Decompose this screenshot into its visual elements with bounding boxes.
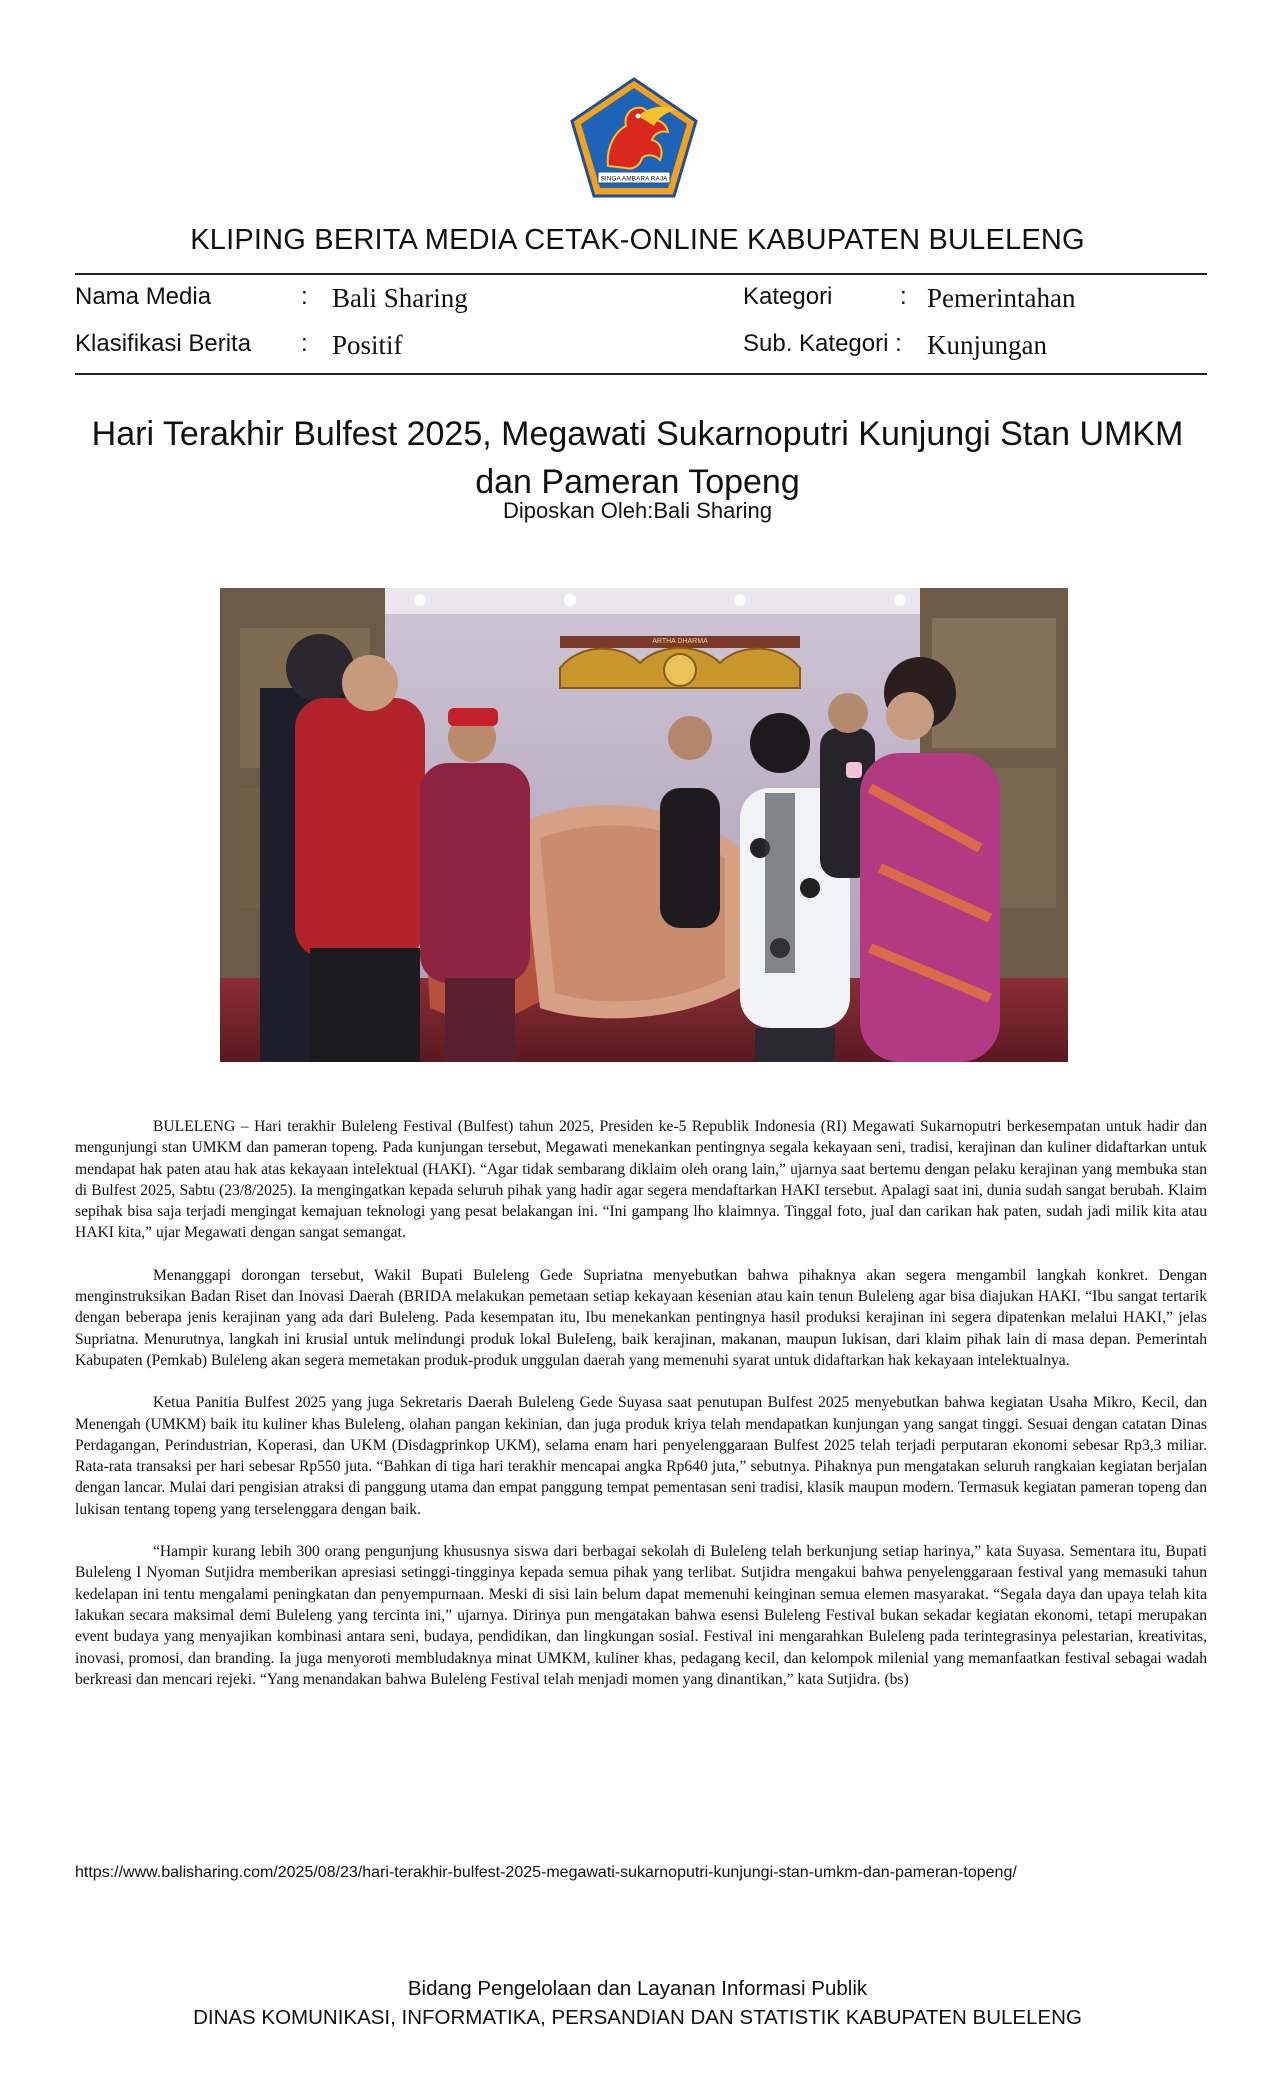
regency-logo <box>568 76 700 199</box>
photo-shop-sign: ARTHA DHARMA <box>652 638 708 645</box>
kategori-label: Kategori <box>743 283 833 310</box>
article-body <box>75 1116 1207 1711</box>
header-rule-top <box>75 273 1207 275</box>
sub-kategori-label: Sub. Kategori : <box>743 330 902 357</box>
header-rule-bottom <box>75 373 1207 375</box>
article-title-line1: Hari Terakhir Bulfest 2025, Megawati Sukarnoputri Kunjungi Stan UMKM <box>91 415 1184 453</box>
article-paragraph: BULELENG – Hari terakhir Buleleng Festival (Bulfest) tahun 2025, Presiden ke-5 Republik Indonesia (RI) Megawati Sukarnoputri berkesempatan untuk hadir dan mengunjungi stan UMKM dan pameran topeng. Pada kunjungan tersebut, Megawati menekankan pentingnya segala kekayaan seni, tradisi, kerajinan dan kuliner didaftarkan untuk mendapat hak paten atau hak atas kekayaan intelektual (HAKI). “Agar tidak sembarang diklaim oleh orang lain,” ujarnya saat bertemu dengan pelaku kerajinan yang membuka stan di Bulfest 2025, Sabtu (23/8/2025). Ia mengingatkan kepada seluruh pihak yang hadir agar segera mendaftarkan HAKI tersebut. Apalagi saat ini, dunia sudah sangat berubah. Klaim sepihak bisa saja terjadi mengingat kemajuan teknologi yang pesat belakangan ini. “Ini gampang lho klaimnya. Tinggal foto, jual dan carikan hak paten, sudah jadi milik kita atau HAKI kita,” ujar Megawati dengan sangat semangat. <box>75 1118 1207 1242</box>
nama-media-colon: : <box>301 283 308 310</box>
document-header-title: KLIPING BERITA MEDIA CETAK-ONLINE KABUPATEN BULELENG <box>190 224 1085 256</box>
article-title-line2: dan Pameran Topeng <box>475 463 800 501</box>
posted-by: Diposkan Oleh:Bali Sharing <box>502 498 773 523</box>
logo-motto: SINGA AMBARA RAJA <box>600 175 668 183</box>
footer-division: Bidang Pengelolaan dan Layanan Informasi Publik <box>407 1977 868 2000</box>
klasifikasi-label: Klasifikasi Berita <box>75 330 252 357</box>
footer-agency: DINAS KOMUNIKASI, INFORMATIKA, PERSANDIAN DAN STATISTIK KABUPATEN BULELENG <box>193 2006 1082 2029</box>
nama-media-label: Nama Media <box>75 283 212 310</box>
kategori-value: Pemerintahan <box>927 283 1076 313</box>
nama-media-value: Bali Sharing <box>332 283 468 313</box>
article-paragraph: Menanggapi dorongan tersebut, Wakil Bupati Buleleng Gede Supriatna menyebutkan bahwa pihaknya akan segera mengambil langkah konkret. Dengan menginstruksikan Badan Riset dan Inovasi Daerah (BRIDA melakukan pemetaan setiap kekayaan kesenian atau kain tenun Buleleng agar bisa diajukan HAKI. “Ibu sangat tertarik dengan beberapa jenis kerajinan yang ada dari Buleleng. Pada kesempatan itu, Ibu menekankan pentingnya hasil produksi kerajinan ini segera dipatenkan melalui HAKI,” jelas Supriatna. Menurutnya, langkah ini krusial untuk melindungi produk lokal Buleleng, baik kerajinan, makanan, maupun lukisan, dari klaim pihak lain di masa depan. Pemerintah Kabupaten (Pemkab) Buleleng akan segera memetakan produk-produk unggulan daerah yang memenuhi syarat untuk didaftarkan hak kekayaan intelektualnya. <box>75 1266 1207 1369</box>
source-url[interactable]: https://www.balisharing.com/2025/08/23/hari-terakhir-bulfest-2025-megawati-sukarnoputri-kunjungi-stan-umkm-dan-pameran-topeng/ <box>75 1864 1017 1881</box>
article-title <box>40 410 1235 506</box>
article-paragraph: Ketua Panitia Bulfest 2025 yang juga Sekretaris Daerah Buleleng Gede Suyasa saat penutupan Bulfest 2025 menyebutkan bahwa kegiatan Usaha Mikro, Kecil, dan Menengah (UMKM) baik itu kuliner khas Buleleng, olahan pangan kekinian, dan juga produk kriya telah mendapatkan kunjungan yang sangat tinggi. Sesuai dengan catatan Dinas Perdagangan, Perindustrian, Koperasi, dan UKM (Disdagprinkop UKM), selama enam hari penyelenggaraan Bulfest 2025 telah terjadi perputaran ekonomi sebesar Rp3,3 miliar. Rata-rata transaksi per hari sebesar Rp550 juta. “Bahkan di tiga hari terakhir mencapai angka Rp640 juta,” sebutnya. Pihaknya pun mengatakan seluruh rangkaian kegiatan berjalan dengan lancar. Mulai dari pengisian atraksi di panggung utama dan empat panggung tempat pementasan seni tradisi, klasik maupun modern. Termasuk kegiatan pameran topeng dan lukisan tentang topeng yang terselenggara dengan baik. <box>75 1394 1207 1518</box>
news-photo <box>220 588 1068 1062</box>
sub-kategori-value: Kunjungan <box>927 330 1047 360</box>
article-paragraph: “Hampir kurang lebih 300 orang pengunjung khususnya siswa dari berbagai sekolah di Buleleng telah berkunjung setiap harinya,” kata Suyasa. Sementara itu, Bupati Buleleng I Nyoman Sutjidra memberikan apresiasi setinggi-tingginya kepada semua pihak yang terlibat. Sutjidra mengakui bahwa penyelenggaraan festival yang memasuki tahun kedelapan ini tentu mengalami peningkatan dan penyempurnaan. Meski di sisi lain belum dapat memenuhi keinginan semua elemen masyarakat. “Segala daya dan upaya telah kita lakukan secara maksimal demi Buleleng yang tercinta ini,” ujarnya. Dirinya pun mengatakan bahwa esensi Buleleng Festival bukan sekadar kegiatan ekonomi, tetapi merupakan event budaya yang menyajikan kombinasi antara seni, budaya, pendidikan, dan lingkungan sosial. Festival ini mengarahkan Buleleng pada terintegrasinya pelestarian, kreativitas, inovasi, promosi, dan branding. Ia juga menyoroti membludaknya minat UMKM, kuliner khas, pedagang kecil, dan kelompok milenial yang memanfaatkan festival sebagai wadah berkreasi dan mencari rejeki. “Yang menandakan bahwa Buleleng Festival telah menjadi momen yang dinantikan,” kata Sutjidra. (bs) <box>75 1543 1207 1688</box>
klasifikasi-value: Positif <box>332 330 403 360</box>
klasifikasi-colon: : <box>301 330 308 357</box>
kategori-colon: : <box>900 283 907 310</box>
